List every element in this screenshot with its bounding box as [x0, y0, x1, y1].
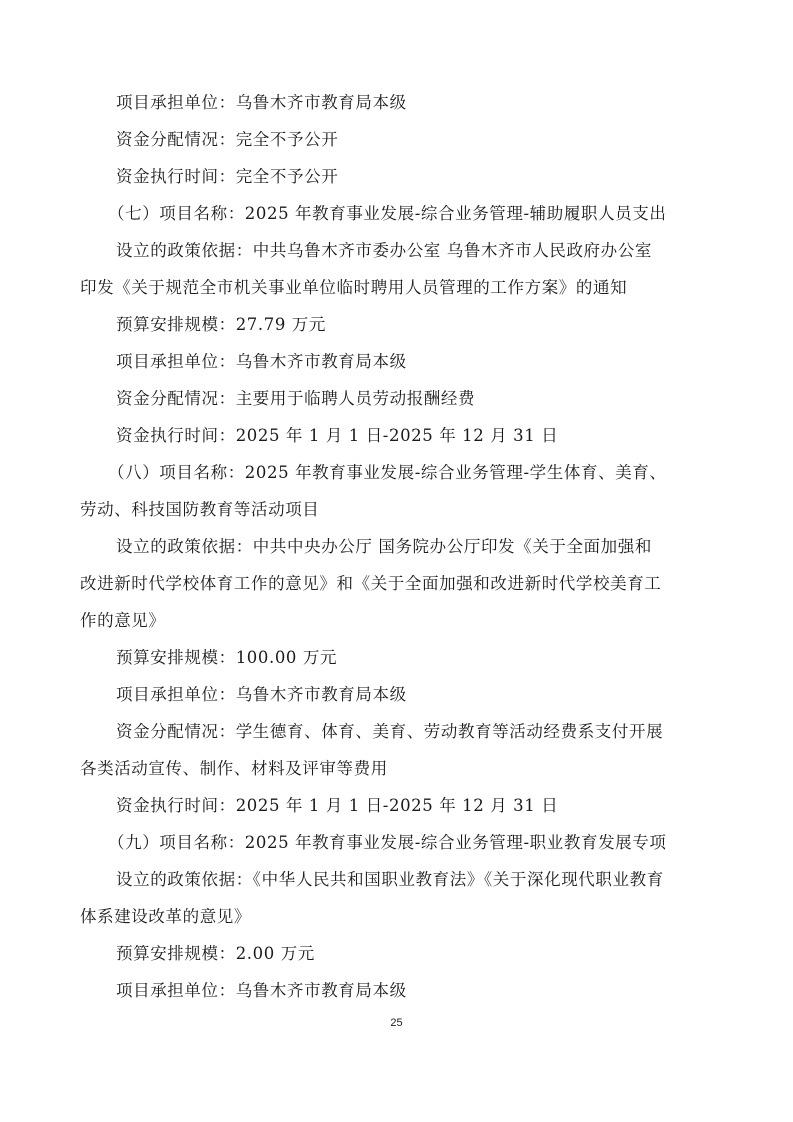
text-line: 设立的政策依据：《中华人民共和国职业教育法》《关于深化现代职业教育	[116, 870, 664, 889]
text-line: 资金执行时间：完全不予公开	[116, 167, 339, 186]
text-line: 预算安排规模：100.00 万元	[116, 648, 338, 667]
text-line: 资金分配情况：学生德育、体育、美育、劳动教育等活动经费系支付开展	[116, 722, 664, 741]
text-line: 项目承担单位：乌鲁木齐市教育局本级	[116, 685, 407, 704]
page-number: 25	[390, 1017, 403, 1029]
text-line: 资金分配情况：完全不予公开	[116, 130, 339, 149]
text-line: 设立的政策依据：中共中央办公厅 国务院办公厅印发《关于全面加强和	[116, 537, 652, 556]
document-body	[80, 84, 708, 1009]
text-line: 设立的政策依据：中共乌鲁木齐市委办公室 乌鲁木齐市人民政府办公室	[116, 241, 652, 260]
text-line: 预算安排规模：27.79 万元	[116, 315, 326, 334]
text-line: 劳动、科技国防教育等活动项目	[80, 500, 320, 519]
text-line: 各类活动宣传、制作、材料及评审等费用	[80, 759, 388, 778]
text-line: 作的意见》	[80, 611, 166, 630]
text-line: 资金分配情况：主要用于临聘人员劳动报酬经费	[116, 389, 476, 408]
text-line: 体系建设改革的意见》	[80, 907, 251, 926]
text-line: 改进新时代学校体育工作的意见》和《关于全面加强和改进新时代学校美育工	[80, 574, 662, 593]
text-line: 资金执行时间：2025 年 1 月 1 日-2025 年 12 月 31 日	[116, 796, 559, 815]
text-line: 项目承担单位：乌鲁木齐市教育局本级	[116, 981, 407, 1000]
text-line: 印发《关于规范全市机关事业单位临时聘用人员管理的工作方案》的通知	[80, 278, 628, 297]
text-line: 预算安排规模：2.00 万元	[116, 944, 315, 963]
section-heading: （九）项目名称：2025 年教育事业发展-综合业务管理-职业教育发展专项	[108, 833, 667, 852]
text-line: 项目承担单位：乌鲁木齐市教育局本级	[116, 352, 407, 371]
text-line: 资金执行时间：2025 年 1 月 1 日-2025 年 12 月 31 日	[116, 426, 559, 445]
section-heading: （七）项目名称：2025 年教育事业发展-综合业务管理-辅助履职人员支出	[108, 204, 667, 223]
text-line: 项目承担单位：乌鲁木齐市教育局本级	[116, 93, 407, 112]
section-heading: （八）项目名称：2025 年教育事业发展-综合业务管理-学生体育、美育、	[108, 463, 667, 482]
